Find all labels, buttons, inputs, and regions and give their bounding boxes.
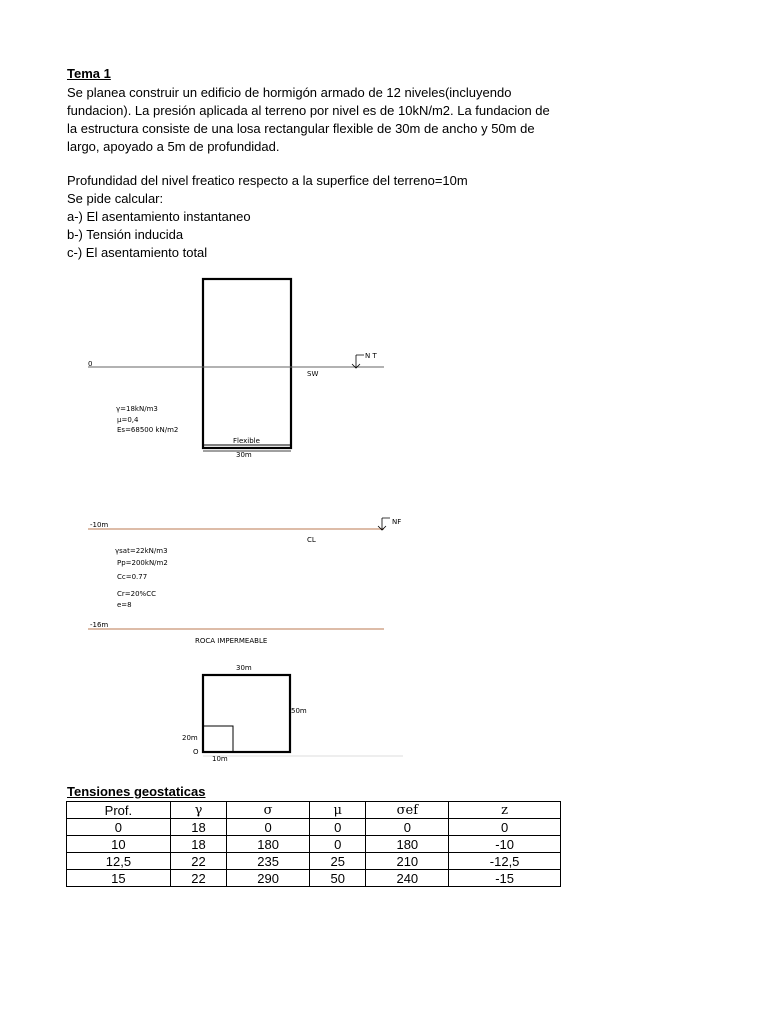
table-row (67, 870, 561, 887)
corner-x-label: 10m (212, 755, 228, 763)
table-row (67, 819, 561, 836)
table-row (67, 853, 561, 870)
geostatic-stress-table (66, 801, 561, 887)
table-cell: -10 (449, 836, 561, 853)
table-cell: -12,5 (449, 853, 561, 870)
water-table-note: Profundidad del nivel freatico respecto a la superfice del terreno=10m (67, 173, 468, 188)
soil-type-label: SW (307, 370, 319, 378)
origin-label: O (193, 748, 199, 756)
task-item-b: b-) Tensión inducida (67, 227, 184, 242)
table-cell: -15 (449, 870, 561, 887)
task-list (67, 172, 567, 262)
problem-statement (67, 84, 567, 156)
table-cell: 0 (67, 819, 171, 836)
rock-layer-label: ROCA IMPERMEABLE (195, 637, 268, 645)
corner-point-lines (203, 726, 233, 752)
water-table-label: N T (365, 352, 377, 360)
table-cell: 180 (227, 836, 310, 853)
table-cell: 18 (170, 819, 226, 836)
building-outline (203, 279, 291, 448)
table-cell: 180 (366, 836, 449, 853)
water-depth-label: -10m (90, 521, 109, 529)
rock-depth-label: -16m (90, 621, 109, 629)
table-cell: 18 (170, 836, 226, 853)
table-cell: 210 (366, 853, 449, 870)
header-total-stress: σ (227, 802, 310, 819)
table-cell: 12,5 (67, 853, 171, 870)
building-section-diagram (0, 270, 768, 460)
table-cell: 22 (170, 853, 226, 870)
poisson-ratio-label: μ=0,4 (117, 416, 139, 424)
table-cell: 0 (227, 819, 310, 836)
saturated-weight-label: γsat=22kN/m3 (115, 547, 168, 555)
void-ratio-label: e=8 (117, 601, 132, 609)
nf-label: NF (392, 518, 402, 526)
task-intro: Se pide calcular: (67, 191, 164, 206)
table-cell: 240 (366, 870, 449, 887)
table-cell: 0 (310, 836, 366, 853)
slab-plan-diagram (0, 658, 768, 766)
header-effective-stress: σef (366, 802, 449, 819)
preconsolidation-label: Pp=200kN/m2 (117, 559, 168, 567)
slab-width-label: 30m (236, 664, 252, 672)
slab-type-label: Flexible (233, 437, 260, 445)
task-item-c: c-) El asentamiento total (67, 245, 208, 260)
table-cell: 25 (310, 853, 366, 870)
soil-profile-diagram (0, 512, 768, 648)
header-depth: Prof. (67, 802, 171, 819)
water-table-icon (378, 518, 390, 530)
statement-line: fundacion). La presión aplicada al terreno por nivel es de 10kN/m2. La fundacion de (67, 103, 550, 118)
ground-depth-label: 0 (88, 360, 93, 368)
table-header-row (67, 802, 561, 819)
compression-index-label: Cc=0.77 (117, 573, 148, 581)
exercise-title: Tema 1 (67, 66, 111, 81)
statement-line: la estructura consiste de una losa rectangular flexible de 30m de ancho y 50m de (67, 121, 535, 136)
header-unit-weight: γ (170, 802, 226, 819)
elastic-modulus-label: Es=68500 kN/m2 (117, 426, 179, 434)
table-cell: 10 (67, 836, 171, 853)
statement-line: Se planea construir un edificio de hormigón armado de 12 niveles(incluyendo (67, 85, 512, 100)
table-cell: 50 (310, 870, 366, 887)
recompression-index-label: Cr=20%CC (117, 590, 156, 598)
table-cell: 22 (170, 870, 226, 887)
corner-y-label: 20m (182, 734, 198, 742)
slab-length-label: 50m (291, 707, 307, 715)
table-cell: 0 (449, 819, 561, 836)
table-cell: 0 (310, 819, 366, 836)
table-cell: 290 (227, 870, 310, 887)
table-cell: 235 (227, 853, 310, 870)
header-pore-pressure: μ (310, 802, 366, 819)
table-title: Tensiones geostaticas (67, 784, 206, 799)
task-item-a: a-) El asentamiento instantaneo (67, 209, 251, 224)
clay-layer-label: CL (307, 536, 316, 544)
statement-line: largo, apoyado a 5m de profundidad. (67, 139, 280, 154)
table-cell: 15 (67, 870, 171, 887)
table-row (67, 836, 561, 853)
header-z: z (449, 802, 561, 819)
slab-outline (203, 675, 290, 752)
water-table-icon (352, 355, 364, 368)
slab-width-label: 30m (236, 451, 252, 459)
unit-weight-label: γ=18kN/m3 (116, 405, 158, 413)
table-cell: 0 (366, 819, 449, 836)
